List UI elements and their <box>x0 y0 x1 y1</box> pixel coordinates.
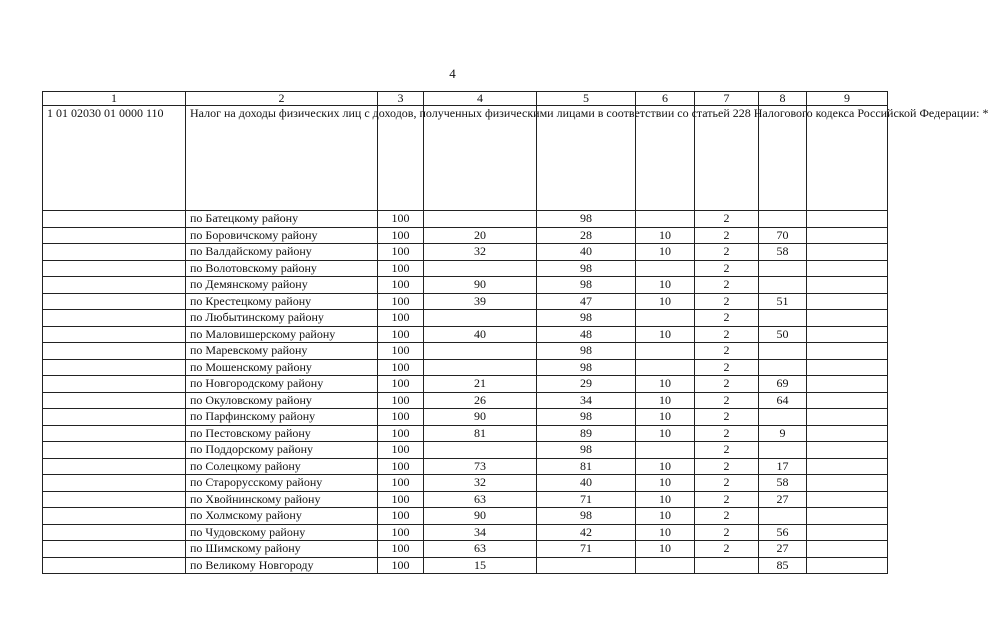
table-cell-c7: 2 <box>695 541 759 558</box>
table-cell <box>695 106 759 211</box>
table-cell-c3: 100 <box>378 508 424 525</box>
table-cell-c4 <box>424 343 537 360</box>
district-name: по Великому Новгороду <box>186 557 378 574</box>
table-cell-c7: 2 <box>695 293 759 310</box>
table-cell-c4: 26 <box>424 392 537 409</box>
table-cell-c9 <box>807 409 888 426</box>
table-row <box>43 541 888 558</box>
table-cell-c6: 10 <box>636 227 695 244</box>
column-header: 2 <box>186 92 378 106</box>
table-cell-c4: 34 <box>424 524 537 541</box>
table-cell-c4: 39 <box>424 293 537 310</box>
table-row <box>43 211 888 228</box>
table-cell-c7: 2 <box>695 260 759 277</box>
table-cell <box>43 293 186 310</box>
district-name: по Волотовскому району <box>186 260 378 277</box>
table-cell-c9 <box>807 442 888 459</box>
table-cell-c8: 27 <box>759 491 807 508</box>
table-cell-c8 <box>759 260 807 277</box>
district-name: по Хвойнинскому району <box>186 491 378 508</box>
table-cell-c5: 42 <box>537 524 636 541</box>
table-cell-c5: 98 <box>537 310 636 327</box>
table-cell-c8 <box>759 359 807 376</box>
table-row <box>43 293 888 310</box>
table-cell-c4 <box>424 310 537 327</box>
table-cell <box>43 211 186 228</box>
table-cell-c8: 70 <box>759 227 807 244</box>
district-name: по Шимскому району <box>186 541 378 558</box>
table-row <box>43 376 888 393</box>
table-cell-c3: 100 <box>378 244 424 261</box>
budget-classification-code: 1 01 02030 01 0000 110 <box>43 106 186 211</box>
table-cell-c6: 10 <box>636 524 695 541</box>
table-cell <box>43 475 186 492</box>
table-row <box>43 508 888 525</box>
table-cell-c6: 10 <box>636 541 695 558</box>
district-name: по Мошенскому району <box>186 359 378 376</box>
table-cell-c6: 10 <box>636 475 695 492</box>
table-cell-c5: 98 <box>537 409 636 426</box>
table-cell-c3: 100 <box>378 343 424 360</box>
table-cell-c3: 100 <box>378 359 424 376</box>
column-header: 7 <box>695 92 759 106</box>
table-cell-c7: 2 <box>695 310 759 327</box>
table-cell-c6 <box>636 359 695 376</box>
district-name: по Маловишерскому району <box>186 326 378 343</box>
table-cell-c5: 71 <box>537 541 636 558</box>
table-cell-c9 <box>807 508 888 525</box>
district-name: по Холмскому району <box>186 508 378 525</box>
table-cell-c5: 81 <box>537 458 636 475</box>
table-cell-c8: 9 <box>759 425 807 442</box>
district-name: по Старорусскому району <box>186 475 378 492</box>
table-cell-c6: 10 <box>636 277 695 294</box>
table-cell-c5: 98 <box>537 260 636 277</box>
table-cell-c9 <box>807 458 888 475</box>
district-name: по Парфинскому району <box>186 409 378 426</box>
table-cell-c7 <box>695 557 759 574</box>
table-cell <box>43 442 186 459</box>
table-cell-c3: 100 <box>378 425 424 442</box>
column-header: 5 <box>537 92 636 106</box>
table-cell-c6: 10 <box>636 244 695 261</box>
table-cell-c7: 2 <box>695 392 759 409</box>
table-cell-c5: 71 <box>537 491 636 508</box>
table-cell-c6: 10 <box>636 458 695 475</box>
table-cell-c6: 10 <box>636 425 695 442</box>
table-cell-c7: 2 <box>695 227 759 244</box>
table-cell-c5: 89 <box>537 425 636 442</box>
table-row-tax-code <box>43 106 888 211</box>
table-cell-c8 <box>759 211 807 228</box>
table-cell-c6 <box>636 310 695 327</box>
table-cell-c5: 98 <box>537 277 636 294</box>
district-name: по Демянскому району <box>186 277 378 294</box>
table-cell <box>43 244 186 261</box>
table-cell-c8: 17 <box>759 458 807 475</box>
table-cell-c8 <box>759 310 807 327</box>
table-cell-c7: 2 <box>695 409 759 426</box>
table-cell-c9 <box>807 260 888 277</box>
table-cell-c8: 69 <box>759 376 807 393</box>
table-cell <box>807 106 888 211</box>
table-row <box>43 458 888 475</box>
district-name: по Чудовскому району <box>186 524 378 541</box>
table-cell-c8: 51 <box>759 293 807 310</box>
table-cell <box>43 326 186 343</box>
table-cell <box>43 359 186 376</box>
table-cell-c9 <box>807 392 888 409</box>
district-name: по Поддорскому району <box>186 442 378 459</box>
table-cell-c4: 81 <box>424 425 537 442</box>
table-cell-c5: 29 <box>537 376 636 393</box>
table-cell-c6: 10 <box>636 376 695 393</box>
table-cell-c8: 27 <box>759 541 807 558</box>
table-cell-c4: 90 <box>424 508 537 525</box>
table-cell <box>43 458 186 475</box>
table-cell-c6 <box>636 442 695 459</box>
table-cell-c8: 50 <box>759 326 807 343</box>
table-cell-c5: 98 <box>537 343 636 360</box>
table-cell-c9 <box>807 293 888 310</box>
table-cell-c5: 40 <box>537 244 636 261</box>
table-cell-c6 <box>636 343 695 360</box>
table-cell-c6 <box>636 211 695 228</box>
table-cell-c7: 2 <box>695 244 759 261</box>
district-name: по Пестовскому району <box>186 425 378 442</box>
table-cell-c7: 2 <box>695 425 759 442</box>
district-name: по Батецкому району <box>186 211 378 228</box>
table-cell-c4: 32 <box>424 244 537 261</box>
district-name: по Любытинскому району <box>186 310 378 327</box>
table-cell-c6: 10 <box>636 491 695 508</box>
district-name: по Маревскому району <box>186 343 378 360</box>
column-header: 1 <box>43 92 186 106</box>
table-cell-c9 <box>807 326 888 343</box>
column-header: 6 <box>636 92 695 106</box>
table-cell-c9 <box>807 343 888 360</box>
table-row <box>43 343 888 360</box>
table-cell <box>759 106 807 211</box>
table-cell <box>43 524 186 541</box>
table-cell-c9 <box>807 359 888 376</box>
table-cell-c4: 20 <box>424 227 537 244</box>
table-cell-c8 <box>759 442 807 459</box>
table-cell-c8: 64 <box>759 392 807 409</box>
table-cell-c3: 100 <box>378 458 424 475</box>
table-cell-c5 <box>537 557 636 574</box>
table-cell-c9 <box>807 557 888 574</box>
table-cell <box>378 106 424 211</box>
table-cell-c3: 100 <box>378 260 424 277</box>
district-name: по Окуловскому району <box>186 392 378 409</box>
table-cell-c3: 100 <box>378 310 424 327</box>
table-cell-c7: 2 <box>695 508 759 525</box>
table-row <box>43 277 888 294</box>
table-cell <box>43 376 186 393</box>
table-cell-c7: 2 <box>695 326 759 343</box>
table-cell-c7: 2 <box>695 211 759 228</box>
table-cell-c4: 40 <box>424 326 537 343</box>
table-cell-c5: 98 <box>537 211 636 228</box>
table-cell-c8 <box>759 277 807 294</box>
table-row <box>43 359 888 376</box>
table-row <box>43 557 888 574</box>
table-cell-c3: 100 <box>378 557 424 574</box>
tax-description: Налог на доходы физических лиц с доходов, полученных физическими лицами в соответствии со статьей 228 Налогового кодекса Российской Федерации: * <box>186 106 378 211</box>
table-cell <box>43 508 186 525</box>
table-cell-c9 <box>807 425 888 442</box>
table-cell-c7: 2 <box>695 475 759 492</box>
table-row <box>43 244 888 261</box>
table-cell-c7: 2 <box>695 458 759 475</box>
table-cell-c3: 100 <box>378 392 424 409</box>
table-cell-c7: 2 <box>695 524 759 541</box>
table-cell-c6: 10 <box>636 508 695 525</box>
table-cell-c5: 48 <box>537 326 636 343</box>
table-cell-c5: 34 <box>537 392 636 409</box>
table-cell-c3: 100 <box>378 293 424 310</box>
table-cell-c4: 15 <box>424 557 537 574</box>
table-cell <box>43 260 186 277</box>
table-row <box>43 524 888 541</box>
table-cell-c6: 10 <box>636 326 695 343</box>
table-row <box>43 227 888 244</box>
table-cell-c8: 58 <box>759 244 807 261</box>
table-cell-c7: 2 <box>695 343 759 360</box>
table-cell-c7: 2 <box>695 442 759 459</box>
table-cell-c3: 100 <box>378 277 424 294</box>
table-cell-c8: 56 <box>759 524 807 541</box>
table-cell-c4: 90 <box>424 409 537 426</box>
table-cell <box>424 106 537 211</box>
table-row <box>43 409 888 426</box>
table-cell <box>43 409 186 426</box>
table-cell-c3: 100 <box>378 409 424 426</box>
table-cell-c3: 100 <box>378 326 424 343</box>
table-cell-c7: 2 <box>695 376 759 393</box>
tax-distribution-table <box>42 91 988 574</box>
table-cell-c3: 100 <box>378 491 424 508</box>
table-cell-c3: 100 <box>378 376 424 393</box>
table-cell-c4 <box>424 260 537 277</box>
table-cell-c4: 32 <box>424 475 537 492</box>
table-cell-c6 <box>636 260 695 277</box>
table-row <box>43 260 888 277</box>
table-cell-c8: 85 <box>759 557 807 574</box>
table-cell-c4: 63 <box>424 541 537 558</box>
table-row <box>43 392 888 409</box>
table-cell-c7: 2 <box>695 491 759 508</box>
table-cell-c9 <box>807 491 888 508</box>
table-cell-c9 <box>807 524 888 541</box>
table-cell-c4 <box>424 211 537 228</box>
table-row <box>43 475 888 492</box>
table-cell <box>537 106 636 211</box>
table-cell-c5: 98 <box>537 442 636 459</box>
table-cell-c3: 100 <box>378 211 424 228</box>
table-cell-c5: 28 <box>537 227 636 244</box>
table-cell-c9 <box>807 211 888 228</box>
column-header: 8 <box>759 92 807 106</box>
table-cell <box>43 541 186 558</box>
table-cell-c5: 47 <box>537 293 636 310</box>
table-cell-c4: 21 <box>424 376 537 393</box>
table-cell-c9 <box>807 475 888 492</box>
table-row <box>43 425 888 442</box>
table-cell-c6: 10 <box>636 293 695 310</box>
table-cell-c6: 10 <box>636 409 695 426</box>
table-cell <box>43 392 186 409</box>
column-header: 9 <box>807 92 888 106</box>
district-name: по Боровичскому району <box>186 227 378 244</box>
table-row <box>43 326 888 343</box>
table-cell-c3: 100 <box>378 442 424 459</box>
table-cell-c9 <box>807 227 888 244</box>
table-cell <box>43 227 186 244</box>
table-cell-c4: 90 <box>424 277 537 294</box>
district-name: по Солецкому району <box>186 458 378 475</box>
table-cell-c3: 100 <box>378 524 424 541</box>
table-cell-c4: 63 <box>424 491 537 508</box>
table-cell-c9 <box>807 277 888 294</box>
table-cell-c8 <box>759 508 807 525</box>
table-cell-c9 <box>807 310 888 327</box>
table-cell-c4 <box>424 359 537 376</box>
table-cell-c5: 98 <box>537 359 636 376</box>
district-name: по Новгородскому району <box>186 376 378 393</box>
district-name: по Валдайскому району <box>186 244 378 261</box>
table-cell <box>43 557 186 574</box>
table-cell <box>43 491 186 508</box>
column-header: 3 <box>378 92 424 106</box>
page-number: 4 <box>449 66 456 81</box>
table-cell-c5: 98 <box>537 508 636 525</box>
table-cell-c7: 2 <box>695 359 759 376</box>
table-cell-c8 <box>759 343 807 360</box>
table-cell-c9 <box>807 244 888 261</box>
table-cell-c6 <box>636 557 695 574</box>
table-cell <box>636 106 695 211</box>
table-cell-c7: 2 <box>695 277 759 294</box>
table-cell-c9 <box>807 376 888 393</box>
table-cell <box>43 310 186 327</box>
table-cell-c3: 100 <box>378 475 424 492</box>
table-cell-c3: 100 <box>378 541 424 558</box>
table-cell-c5: 40 <box>537 475 636 492</box>
table-cell-c8: 58 <box>759 475 807 492</box>
column-header: 4 <box>424 92 537 106</box>
table-cell <box>43 425 186 442</box>
table-cell-c3: 100 <box>378 227 424 244</box>
column-number-row <box>43 92 888 106</box>
table-cell-c4: 73 <box>424 458 537 475</box>
table-cell-c8 <box>759 409 807 426</box>
district-name: по Крестецкому району <box>186 293 378 310</box>
table-cell-c4 <box>424 442 537 459</box>
table-cell-c6: 10 <box>636 392 695 409</box>
table-row <box>43 491 888 508</box>
table-cell <box>43 343 186 360</box>
table-row <box>43 310 888 327</box>
table-row <box>43 442 888 459</box>
table-cell <box>43 277 186 294</box>
table-cell-c9 <box>807 541 888 558</box>
